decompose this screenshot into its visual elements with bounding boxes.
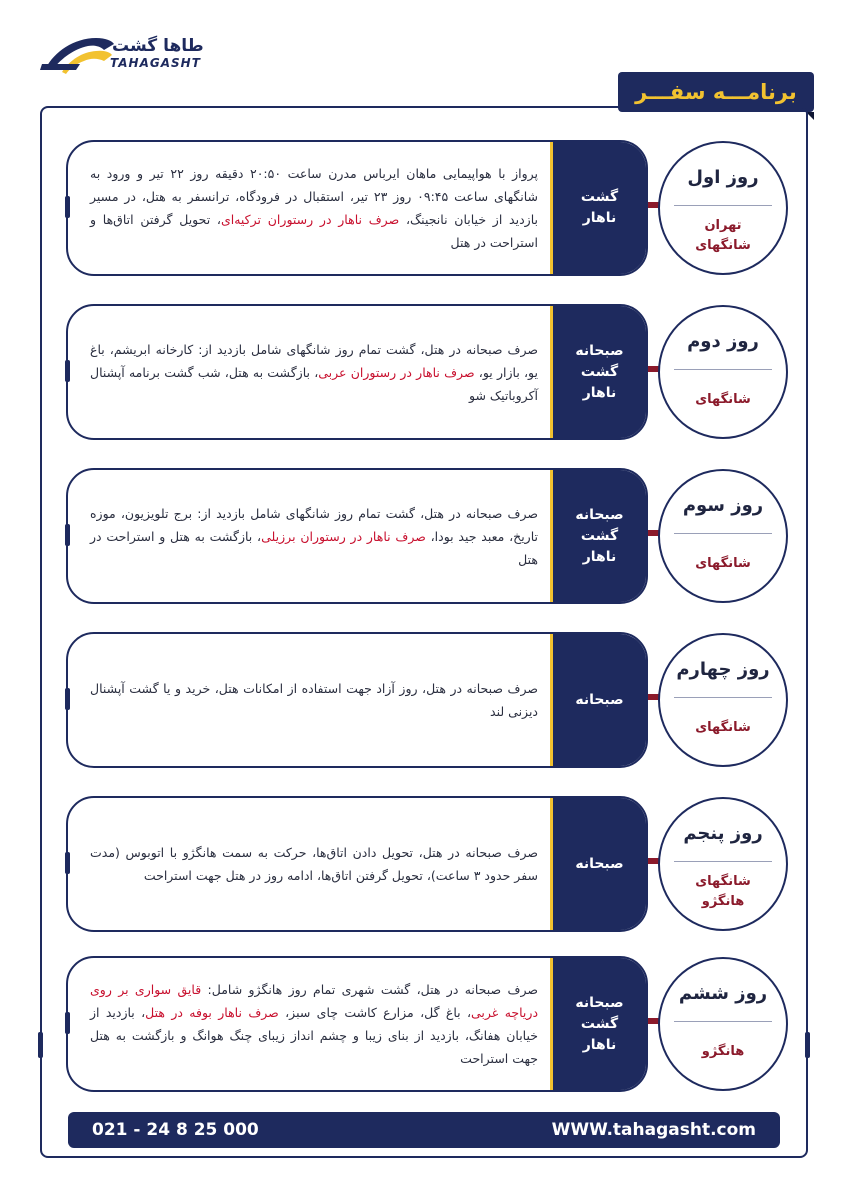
activity-label: گشت <box>580 527 619 544</box>
footer-bar <box>68 1112 780 1148</box>
city-label: شانگهای <box>695 556 751 571</box>
lunch-highlight: صرف ناهار در رستوران عربی <box>318 364 475 380</box>
frame-edge-mark-left <box>38 1032 43 1058</box>
day-label: روز پنجم <box>683 823 763 844</box>
activities-panel <box>550 306 646 438</box>
card-edge-mark <box>65 688 70 710</box>
activities-panel <box>550 634 646 766</box>
activity-label: صبحانه <box>575 855 624 872</box>
day-row <box>66 796 786 932</box>
day-divider <box>674 861 772 862</box>
day-divider <box>674 533 772 534</box>
day-card <box>66 632 648 768</box>
activity-label: گشت <box>580 363 619 380</box>
activity-label: ناهار <box>582 384 617 401</box>
activity-label: گشت <box>580 1015 619 1032</box>
city-label: شانگهای <box>695 392 751 407</box>
activity-label: ناهار <box>582 210 617 226</box>
day-row <box>66 468 786 604</box>
day-card <box>66 956 648 1092</box>
day-circle <box>658 633 788 767</box>
card-edge-mark <box>65 524 70 546</box>
day-description: صرف صبحانه در هتل، گشت تمام روز شانگهای شامل بازدید از: کارخانه ابریشم، باغ یو، بازار یو، صرف ناهار در رستوران عربی، بازگشت به هتل، شب گشت برنامه آپشنال آکروباتیک شو <box>90 341 538 403</box>
activity-label: صبحانه <box>575 342 624 359</box>
activity-label: ناهار <box>582 548 617 565</box>
activity-label: صبحانه <box>575 994 624 1011</box>
activity-label: صبحانه <box>575 691 624 708</box>
day-label: روز ششم <box>678 983 768 1004</box>
day-card <box>66 140 648 276</box>
lunch-highlight: صرف ناهار در رستوران برزیلی <box>261 528 426 544</box>
card-edge-mark <box>65 360 70 382</box>
activities-panel <box>550 470 646 602</box>
activity-label: صبحانه <box>575 506 624 523</box>
activities-panel <box>550 142 646 274</box>
activities-panel <box>550 798 646 930</box>
day-label: روز چهارم <box>676 659 770 680</box>
city-label: تهران شانگهای <box>695 218 751 253</box>
lunch-highlight: صرف ناهار بوفه در هتل <box>145 1005 279 1020</box>
logo-text-fa: طاها گشت <box>112 36 204 56</box>
activities-panel <box>550 958 646 1090</box>
day-description: صرف صبحانه در هتل، تحویل دادن اتاق‌ها، حرکت به سمت هانگژو با اتوبوس (مدت سفر حدود ۳ ساعت)، تحویل گرفتن اتاق‌ها، ادامه روز در هتل جهت استراحت <box>90 845 538 883</box>
day-label: روز دوم <box>687 331 759 352</box>
activity-highlight: قایق سواری بر روی دریاچه غربی <box>90 982 539 1020</box>
phone-number[interactable]: 021 - 24 8 25 000 <box>92 1120 259 1140</box>
day-description: صرف صبحانه در هتل، گشت شهری تمام روز هانگژو شامل: قایق سواری بر روی دریاچه غربی، باغ گل، مزارع کاشت چای سبز، صرف ناهار بوفه در هتل، بازدید از خیابان هفانگ، بازدید از بنای زیبا و چشم انداز زیبای چنگ هوانگ و بازگشت به هتل جهت استراحت <box>90 982 539 1066</box>
card-edge-mark <box>65 852 70 874</box>
city-label: هانگژو <box>701 1044 745 1059</box>
day-divider <box>674 369 772 370</box>
activity-label: گشت <box>580 189 619 205</box>
city-label: شانگهای <box>695 720 751 735</box>
day-card <box>66 796 648 932</box>
day-row <box>66 140 786 276</box>
page-title: برنامـــه سفـــر <box>635 80 797 104</box>
activity-label: ناهار <box>582 1036 617 1053</box>
day-circle <box>658 797 788 931</box>
day-row <box>66 632 786 768</box>
day-row <box>66 956 786 1092</box>
card-edge-mark <box>65 1012 70 1034</box>
frame-edge-mark-right <box>805 1032 810 1058</box>
day-card <box>66 304 648 440</box>
logo-text-en: TAHAGASHT <box>110 56 201 70</box>
day-divider <box>674 697 772 698</box>
lunch-highlight: صرف ناهار در رستوران ترکیه‌ای <box>220 212 400 227</box>
day-description: صرف صبحانه در هتل، گشت تمام روز شانگهای شامل بازدید از: برج تلویزیون، موزه تاریخ، معبد جید بودا، صرف ناهار در رستوران برزیلی، بازگشت به هتل و استراحت در هتل <box>90 505 538 567</box>
day-circle <box>658 469 788 603</box>
day-row <box>66 304 786 440</box>
day-label: روز اول <box>687 167 759 188</box>
day-circle <box>658 305 788 439</box>
city-label: شانگهای هانگژو <box>695 874 751 909</box>
day-description: صرف صبحانه در هتل، روز آزاد جهت استفاده از امکانات هتل، خرید و یا گشت آپشنال دیزنی لند <box>90 681 538 719</box>
day-circle <box>658 141 788 275</box>
day-description: پرواز با هواپیمایی ماهان ایرباس مدرن ساعت ۲۰:۵۰ دقیقه روز ۲۲ تیر و ورود به شانگهای ساعت ۰۹:۴۵ روز ۲۳ تیر، استقبال در فرودگاه، ترانسفر به هتل، در مسیر بازدید از خیابان نانجینگ، صرف ناهار در رستوران ترکیه‌ای، تحویل گرفتن اتاق‌ها و استراحت در هتل <box>90 166 538 250</box>
day-label: روز سوم <box>682 495 764 516</box>
day-circle <box>658 957 788 1091</box>
card-edge-mark <box>65 196 70 218</box>
day-card <box>66 468 648 604</box>
website-link[interactable]: WWW.tahagasht.com <box>551 1120 756 1140</box>
day-divider <box>674 1021 772 1022</box>
day-divider <box>674 205 772 206</box>
